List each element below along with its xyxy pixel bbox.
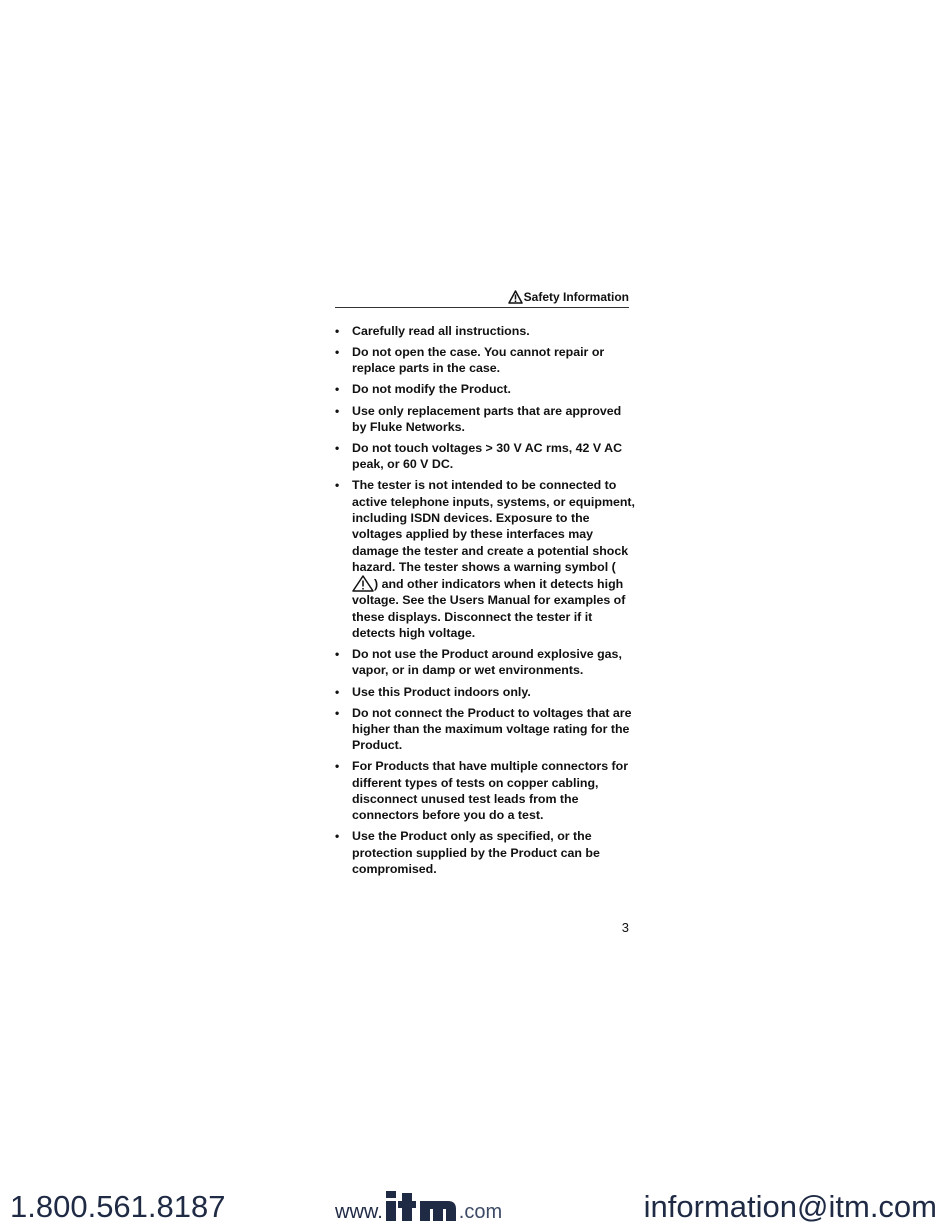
list-item-text: Use this Product indoors only. <box>352 684 531 699</box>
website-link[interactable] <box>335 1186 502 1226</box>
bullet-icon: • <box>335 647 340 662</box>
list-item-text: Do not use the Product around explosive gas, vapor, or in damp or wet environments. <box>352 647 622 678</box>
footer-banner <box>0 1180 950 1229</box>
page-header <box>335 289 629 308</box>
bullet-icon: • <box>335 345 340 360</box>
list-item-text: Do not open the case. You cannot repair or replace parts in the case. <box>352 345 605 376</box>
bullet-icon: • <box>335 759 340 774</box>
bullet-icon: • <box>335 440 340 455</box>
itm-logo-icon <box>384 1189 458 1223</box>
bullet-icon: • <box>335 705 340 720</box>
warning-triangle-icon <box>508 290 523 304</box>
bullet-icon: • <box>335 324 340 338</box>
list-item-text: Do not modify the Product. <box>352 382 512 397</box>
list-item <box>335 381 635 397</box>
list-item-text: For Products that have multiple connectors for different types of tests on copper cabling, disconnect unused test leads from the connectors before you do a test. <box>352 759 629 823</box>
list-item-text: Use only replacement parts that are approved by Fluke Networks. <box>352 403 622 434</box>
list-item <box>335 684 635 700</box>
list-item <box>335 344 635 377</box>
list-item-text-before: The tester is not intended to be connected to active telephone inputs, systems, or equipment, including ISDN devices. Exposure to the voltages applied by these interfaces may damage the tester and create a potential shock hazard. The tester shows a warning symbol ( <box>352 478 635 574</box>
web-prefix: www. <box>335 1201 383 1223</box>
email-address[interactable]: information@itm.com <box>643 1189 937 1224</box>
web-suffix: .com <box>458 1201 503 1223</box>
list-item-text: Carefully read all instructions. <box>352 324 530 338</box>
safety-bullet-list <box>335 323 635 882</box>
list-item <box>335 828 635 877</box>
list-item <box>335 403 635 436</box>
section-title: Safety Information <box>523 290 629 304</box>
list-item <box>335 646 635 679</box>
bullet-icon: • <box>335 684 340 699</box>
bullet-icon: • <box>335 382 340 397</box>
list-item <box>335 323 635 339</box>
list-item <box>335 758 635 823</box>
page-number: 3 <box>621 920 629 935</box>
bullet-icon: • <box>335 403 340 418</box>
phone-number[interactable]: 1.800.561.8187 <box>10 1189 226 1224</box>
list-item-text: Do not connect the Product to voltages that are higher than the maximum voltage rating for the Product. <box>352 705 632 753</box>
list-item-text: Do not touch voltages > 30 V AC rms, 42 V AC peak, or 60 V DC. <box>352 440 623 472</box>
list-item <box>335 705 635 754</box>
warning-triangle-icon <box>352 575 374 592</box>
list-item <box>335 477 635 641</box>
list-item-text: Use the Product only as specified, or the protection supplied by the Product can be compromised. <box>352 829 600 876</box>
bullet-icon: • <box>335 478 340 493</box>
list-item <box>335 440 635 473</box>
bullet-icon: • <box>335 829 340 844</box>
list-item-text-after: ) and other indicators when it detects high voltage. See the Users Manual for examples of these displays. Disconnect the tester if it detects high voltage. <box>352 577 626 641</box>
